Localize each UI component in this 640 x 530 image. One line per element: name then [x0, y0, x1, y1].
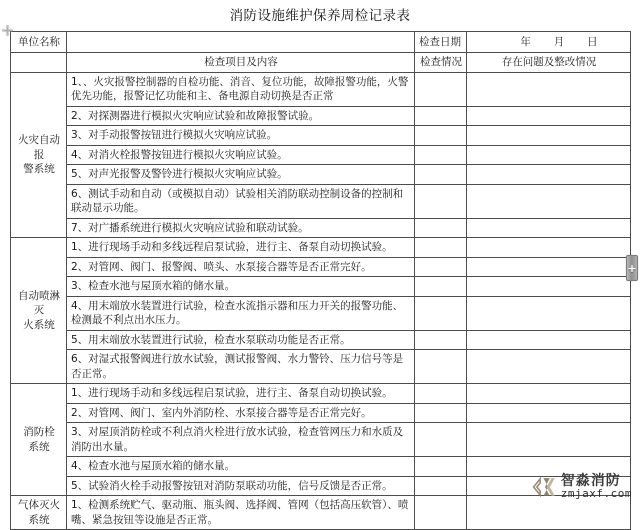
table-row — [11, 277, 631, 297]
issues-column-header: 存在问题及整改情况 — [467, 53, 631, 73]
inspect-date-ymd[interactable] — [467, 32, 631, 53]
inspection-item-cell: 2、对管网、阀门、室内外消防栓、水泵接合器等是否正常完好。 — [67, 403, 415, 423]
system-name-line: 火系统 — [23, 318, 55, 331]
inspection-item-cell: 1、、火灾报警控制器的自检功能、消音、复位功能，故障报警功能，火警优先功能，报警记忆功能和主、备电源自动切换是否正常 — [67, 72, 415, 106]
items-column-header: 检查项目及内容 — [67, 53, 415, 73]
issues-cell[interactable] — [467, 238, 631, 258]
system-name-line: 火灾自动 — [18, 134, 60, 146]
status-cell[interactable] — [415, 457, 467, 477]
table-row — [11, 423, 631, 457]
issues-cell[interactable] — [467, 218, 631, 238]
inspection-item-cell: 4、检查水池与屋顶水箱的储水量。 — [67, 457, 415, 477]
inspection-item-cell: 5、用末端放水装置进行试验，检查水泵联动功能是否正常。 — [67, 330, 415, 350]
day-label: 日 — [587, 35, 598, 48]
inspection-item-cell: 7、对广播系统进行模拟火灾响应试验和联动试验。 — [67, 218, 415, 238]
inspection-item-cell: 1、检测系统贮气、驱动瓶、瓶头阀、选择阀、管网（包括高压软管）、喷嘴、紧急按钮等设施是否正常。 — [67, 496, 415, 530]
issues-cell[interactable] — [467, 165, 631, 185]
status-cell[interactable] — [415, 126, 467, 146]
inspection-item-cell: 3、对屋顶消防栓或不利点消火栓进行放水试验，检查管网压力和水质及消防出水量。 — [67, 423, 415, 457]
inspection-item-cell: 3、检查水池与屋顶水箱的储水量。 — [67, 277, 415, 297]
maintenance-record-table — [10, 31, 631, 530]
status-cell[interactable] — [415, 218, 467, 238]
status-column-header: 检查情况 — [415, 53, 467, 73]
inspection-item-cell: 2、对管网、阀门、报警阀、喷头、水泵接合器等是否正常完好。 — [67, 257, 415, 277]
inspection-item-cell: 6、对湿式报警阀进行放水试验，测试报警阀、水力警铃、压力信号等是否正常。 — [67, 350, 415, 384]
system-name-line: 报 — [33, 148, 45, 161]
status-cell[interactable] — [415, 238, 467, 258]
inspection-item-cell: 2、对探测器进行模拟火灾响应试验和故障报警试验。 — [67, 106, 415, 126]
issues-cell[interactable] — [467, 257, 631, 277]
table-row — [11, 496, 631, 530]
watermark-en: zmjaxf.com — [560, 487, 632, 501]
status-cell[interactable] — [415, 403, 467, 423]
issues-cell[interactable] — [467, 384, 631, 404]
table-row — [11, 184, 631, 218]
issues-cell[interactable] — [467, 277, 631, 297]
status-cell[interactable] — [415, 350, 467, 384]
inspection-item-cell: 1、进行现场手动和多线远程启泵试验，进行主、备泵自动切换试验。 — [67, 238, 415, 258]
issues-cell[interactable] — [467, 457, 631, 477]
inspection-item-cell: 5、对声光报警及警铃进行模拟火灾响应试验。 — [67, 165, 415, 185]
unit-name-label: 单位名称 — [11, 32, 67, 53]
system-name-cell — [11, 72, 67, 238]
table-row-unit — [11, 32, 631, 53]
status-cell[interactable] — [415, 496, 467, 530]
issues-cell[interactable] — [467, 350, 631, 384]
issues-cell[interactable] — [467, 106, 631, 126]
table-row — [11, 330, 631, 350]
system-name-line: 警系统 — [23, 163, 55, 175]
issues-cell[interactable] — [467, 330, 631, 350]
year-label: 年 — [520, 35, 531, 48]
status-cell[interactable] — [415, 165, 467, 185]
issues-cell[interactable] — [467, 403, 631, 423]
inspection-item-cell: 4、对消火栓报警按钮进行模拟火灾响应试验。 — [67, 145, 415, 165]
table-row — [11, 457, 631, 477]
issues-cell[interactable] — [467, 496, 631, 530]
status-cell[interactable] — [415, 72, 467, 106]
table-row — [11, 165, 631, 185]
issues-cell[interactable] — [467, 423, 631, 457]
table-row — [11, 106, 631, 126]
table-row — [11, 476, 631, 496]
system-name-line: 自动喷淋 — [18, 289, 60, 302]
unit-name-value[interactable] — [67, 32, 415, 53]
inspection-item-cell: 4、用末端放水装置进行试验，检查水流指示器和压力开关的报警功能、检测最不利点出水压力。 — [67, 296, 415, 330]
issues-cell[interactable] — [467, 184, 631, 218]
table-row — [11, 350, 631, 384]
status-cell[interactable] — [415, 106, 467, 126]
inspection-item-cell: 5、试验消火栓手动报警按钮对消防泵联动功能，信号反馈是否正常。 — [67, 476, 415, 496]
table-row-column-headers — [11, 53, 631, 73]
page-title: 消防设施维护保养周检记录表 — [229, 8, 411, 24]
system-name-line: 气体灭火 — [18, 499, 60, 511]
issues-cell[interactable] — [467, 296, 631, 330]
status-cell[interactable] — [415, 330, 467, 350]
table-row — [11, 403, 631, 423]
issues-cell[interactable] — [467, 145, 631, 165]
system-name-line: 消防栓 — [23, 426, 55, 438]
table-row — [11, 238, 631, 258]
status-cell[interactable] — [415, 184, 467, 218]
watermark-cn: 智淼消防 — [560, 472, 621, 489]
month-label: 月 — [553, 35, 565, 48]
system-name-cell — [11, 496, 67, 530]
row-add-handle[interactable] — [626, 255, 638, 281]
inspection-item-cell: 3、对手动报警按钮进行模拟火灾响应试验。 — [67, 126, 415, 146]
issues-cell[interactable] — [467, 472, 631, 496]
status-cell[interactable] — [415, 423, 467, 457]
table-row — [11, 126, 631, 146]
inspect-date-label: 检查日期 — [415, 32, 467, 53]
table-row — [11, 145, 631, 165]
table-row — [11, 72, 631, 106]
system-column-header — [11, 53, 67, 73]
plus-icon: + — [627, 261, 637, 275]
table-row — [11, 257, 631, 277]
status-cell[interactable] — [415, 145, 467, 165]
inspection-item-cell: 6、测试手动和自动（或模拟自动）试验相关消防联动控制设备的控制和联动显示功能。 — [67, 184, 415, 218]
system-name-cell — [11, 238, 67, 384]
table-row — [11, 218, 631, 238]
table-body — [11, 32, 631, 530]
system-name-line: 灭 — [33, 304, 45, 317]
system-name-line: 系统 — [28, 513, 50, 526]
table-move-handle-icon[interactable] — [2, 25, 13, 36]
system-name-cell — [11, 384, 67, 496]
status-cell[interactable] — [415, 277, 467, 297]
table-row — [11, 384, 631, 404]
table-row — [11, 296, 631, 330]
issues-cell[interactable] — [467, 72, 631, 106]
issues-cell[interactable] — [467, 126, 631, 146]
status-cell[interactable] — [415, 384, 467, 404]
status-cell[interactable] — [415, 257, 467, 277]
system-name-line: 系统 — [28, 440, 50, 453]
status-cell[interactable] — [415, 296, 467, 330]
inspection-item-cell: 1、进行现场手动和多线远程启泵试验，进行主、备泵自动切换试验。 — [67, 384, 415, 404]
status-cell[interactable] — [415, 476, 467, 496]
